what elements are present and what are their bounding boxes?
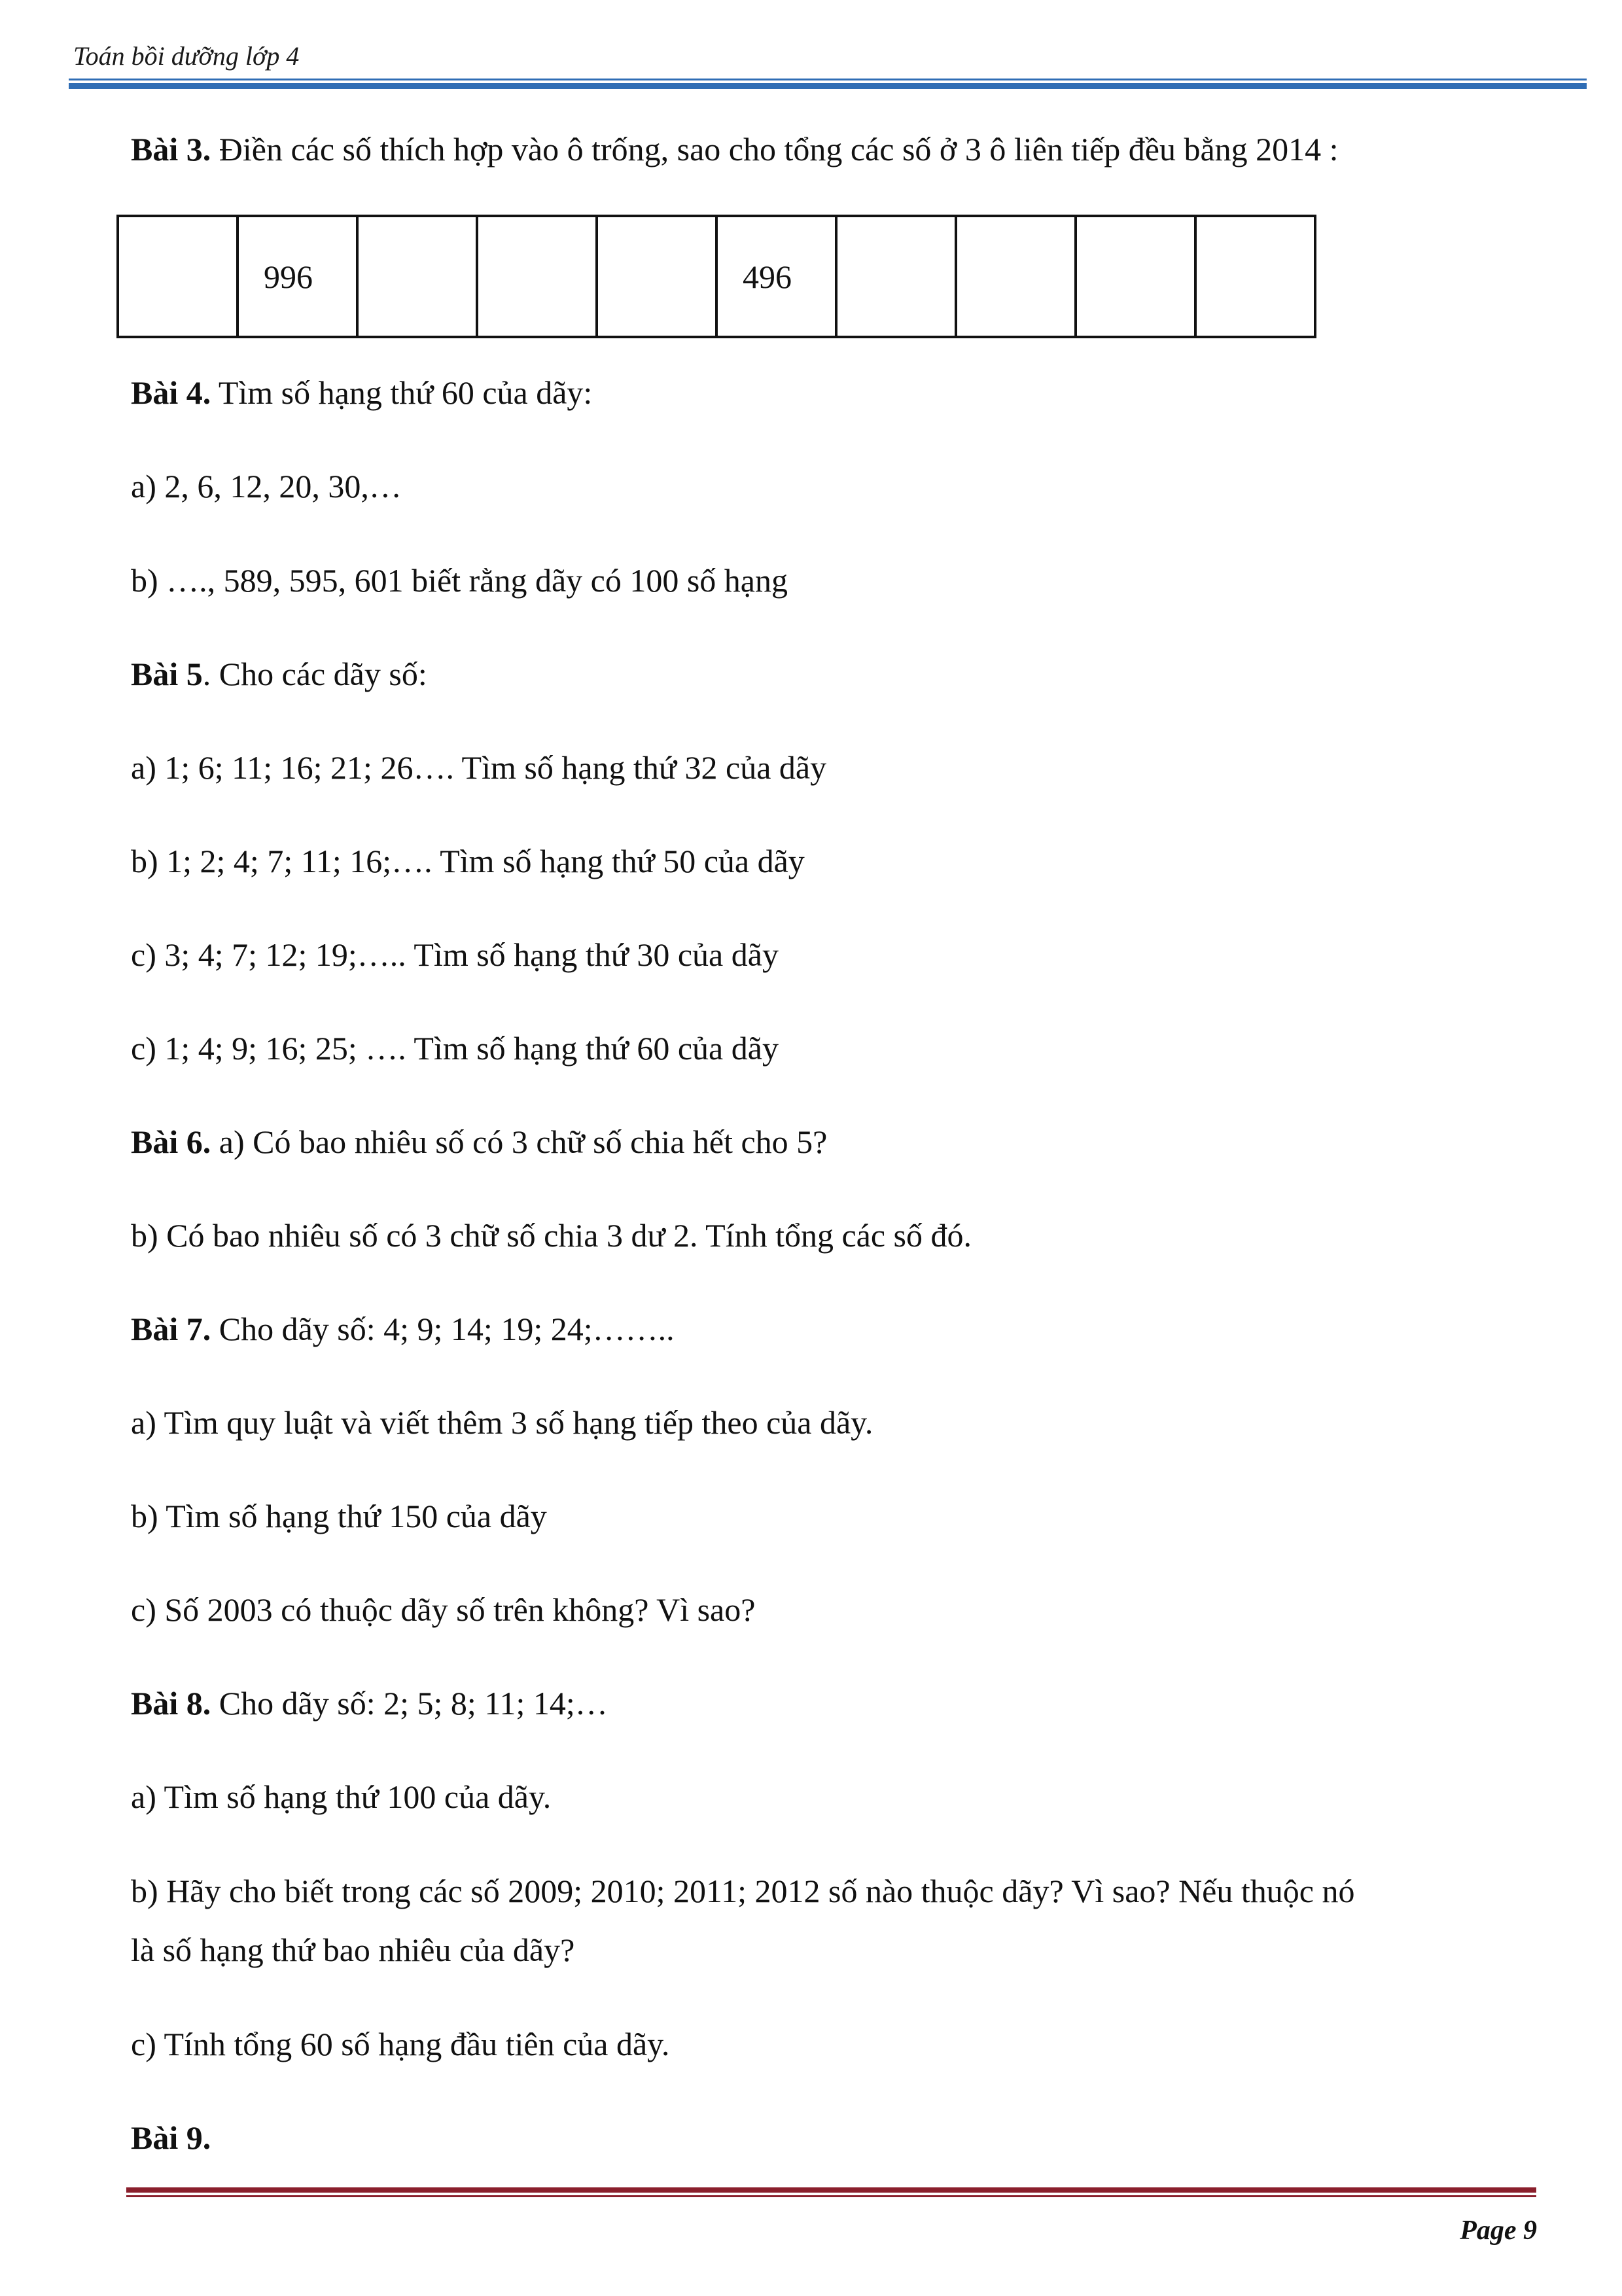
exercise-4-text: Tìm số hạng thứ 60 của dãy: [211, 374, 593, 411]
exercise-6-prompt [131, 1122, 827, 1161]
exercise-6-label: Bài 6. [131, 1123, 211, 1160]
exercise-3-prompt [131, 130, 1339, 169]
exercise-8-text: Cho dãy số: 2; 5; 8; 11; 14;… [211, 1685, 608, 1722]
exercise-5-part-c2: c) 1; 4; 9; 16; 25; …. Tìm số hạng thứ 60 của dãy [131, 1030, 779, 1067]
exercise-8-part-b-line1: b) Hãy cho biết trong các số 2009; 2010; 2011; 2012 số nào thuộc dãy? Vì sao? Nếu thuộc nó [131, 1873, 1355, 1909]
exercise-5-part-c1: c) 3; 4; 7; 12; 19;….. Tìm số hạng thứ 30 của dãy [131, 936, 779, 973]
fill-in-row [118, 216, 1315, 337]
grid-cell-9 [1076, 216, 1195, 337]
grid-cell-4 [477, 216, 597, 337]
exercise-8-part-c: c) Tính tổng 60 số hạng đầu tiên của dãy. [131, 2026, 670, 2062]
exercise-8-part-b-line2: là số hạng thứ bao nhiêu của dãy? [131, 1932, 575, 1968]
exercise-7-part-b: b) Tìm số hạng thứ 150 của dãy [131, 1498, 547, 1534]
exercise-6-text: a) Có bao nhiêu số có 3 chữ số chia hết cho 5? [211, 1123, 828, 1160]
exercise-9-label: Bài 9. [131, 2119, 211, 2156]
header-rule-thin [69, 79, 1587, 80]
footer-rule-thick [126, 2187, 1536, 2193]
footer-rule-thin [126, 2195, 1536, 2197]
grid-cell-6: 496 [716, 216, 836, 337]
exercise-5-prompt [131, 654, 427, 694]
exercise-8-prompt [131, 1684, 608, 1723]
exercise-9-prompt [131, 2118, 211, 2157]
exercise-4-part-b: b) …., 589, 595, 601 biết rằng dãy có 100 số hạng [131, 562, 788, 599]
header-title: Toán bồi dưỡng lớp 4 [73, 41, 300, 71]
exercise-8-label: Bài 8. [131, 1685, 211, 1722]
exercise-3-text: Điền các số thích hợp vào ô trống, sao cho tổng các số ở 3 ô liên tiếp đều bằng 2014 : [211, 131, 1339, 168]
exercise-7-part-a: a) Tìm quy luật và viết thêm 3 số hạng tiếp theo của dãy. [131, 1404, 873, 1441]
exercise-3-label: Bài 3. [131, 131, 211, 168]
exercise-5-text: . Cho các dãy số: [202, 656, 427, 692]
grid-cell-10 [1195, 216, 1315, 337]
exercise-5-part-b: b) 1; 2; 4; 7; 11; 16;…. Tìm số hạng thứ 50 của dãy [131, 843, 805, 879]
exercise-7-label: Bài 7. [131, 1311, 211, 1347]
exercise-7-part-c: c) Số 2003 có thuộc dãy số trên không? Vì sao? [131, 1591, 756, 1628]
exercise-4-part-a: a) 2, 6, 12, 20, 30,… [131, 468, 402, 504]
header-rule-thick [69, 83, 1587, 89]
exercise-8-part-a: a) Tìm số hạng thứ 100 của dãy. [131, 1778, 552, 1815]
exercise-4-prompt [131, 373, 592, 412]
grid-cell-1 [118, 216, 238, 337]
exercise-7-text: Cho dãy số: 4; 9; 14; 19; 24;…….. [211, 1311, 675, 1347]
grid-cell-7 [836, 216, 956, 337]
exercise-4-label: Bài 4. [131, 374, 211, 411]
grid-cell-3 [357, 216, 477, 337]
fill-in-grid [116, 215, 1316, 338]
exercise-7-prompt [131, 1309, 675, 1349]
exercise-6-part-b: b) Có bao nhiêu số có 3 chữ số chia 3 dư 2. Tính tổng các số đó. [131, 1217, 972, 1254]
grid-cell-5 [597, 216, 716, 337]
grid-cell-2: 996 [238, 216, 357, 337]
grid-cell-8 [956, 216, 1076, 337]
exercise-5-label: Bài 5 [131, 656, 203, 692]
exercise-5-part-a: a) 1; 6; 11; 16; 21; 26…. Tìm số hạng thứ 32 của dãy [131, 749, 827, 786]
page-number: Page 9 [1460, 2216, 1537, 2246]
